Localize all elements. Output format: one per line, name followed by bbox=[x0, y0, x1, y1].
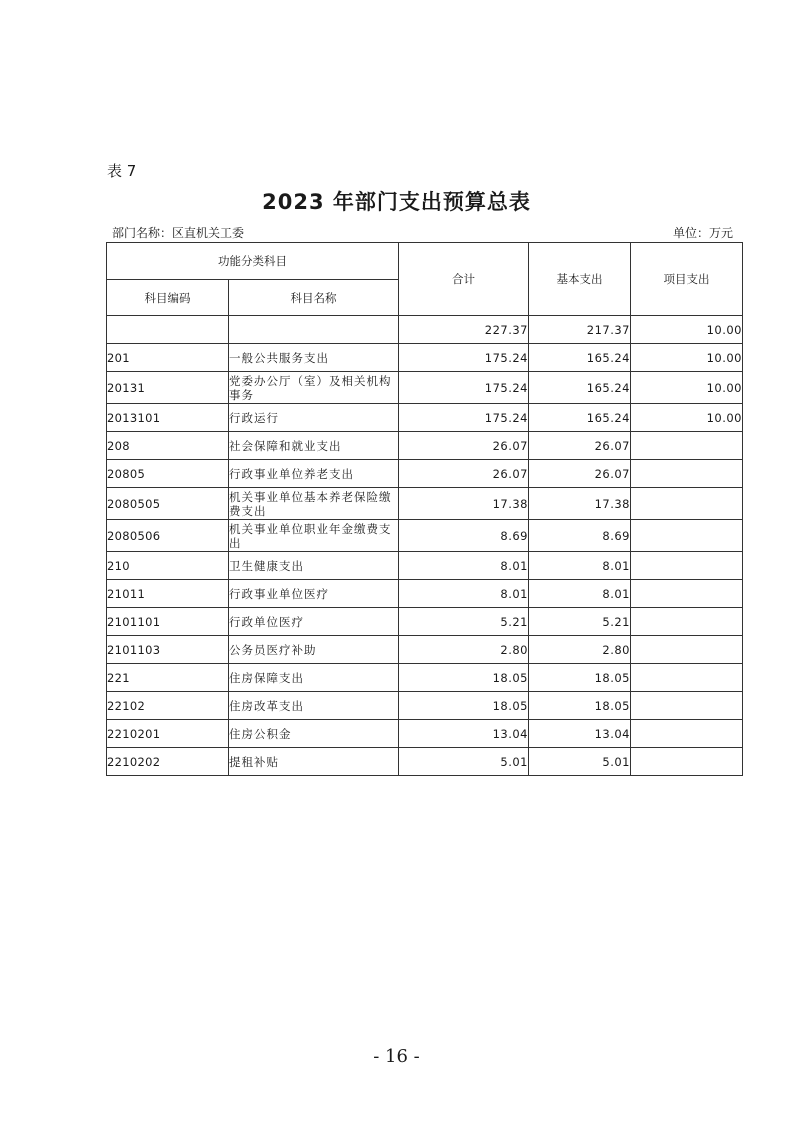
header-function-category: 功能分类科目 bbox=[107, 243, 399, 280]
basic-value: 18.05 bbox=[529, 664, 631, 692]
basic-value: 165.24 bbox=[529, 344, 631, 372]
total-value: 175.24 bbox=[399, 344, 529, 372]
project-value bbox=[631, 720, 743, 748]
subject-code: 201 bbox=[107, 344, 229, 372]
total-value: 175.24 bbox=[399, 404, 529, 432]
subject-name: 行政单位医疗 bbox=[229, 608, 399, 636]
project-value: 10.00 bbox=[631, 404, 743, 432]
table-row bbox=[107, 664, 743, 692]
table-row bbox=[107, 608, 743, 636]
total-value: 5.01 bbox=[399, 748, 529, 776]
subject-code: 20131 bbox=[107, 372, 229, 404]
subject-name: 机关事业单位职业年金缴费支出 bbox=[229, 520, 399, 552]
subject-code: 21011 bbox=[107, 580, 229, 608]
total-value: 26.07 bbox=[399, 460, 529, 488]
total-value: 8.01 bbox=[399, 580, 529, 608]
page-number: - 16 - bbox=[373, 1046, 420, 1067]
subject-name: 住房改革支出 bbox=[229, 692, 399, 720]
project-value bbox=[631, 748, 743, 776]
basic-value: 18.05 bbox=[529, 692, 631, 720]
table-row bbox=[107, 344, 743, 372]
unit-label: 单位：万元 bbox=[672, 226, 733, 240]
subject-name: 机关事业单位基本养老保险缴费支出 bbox=[229, 488, 399, 520]
table-row bbox=[107, 520, 743, 552]
project-value bbox=[631, 580, 743, 608]
total-value: 8.01 bbox=[399, 552, 529, 580]
project-value bbox=[631, 460, 743, 488]
table-row bbox=[107, 580, 743, 608]
total-value: 8.69 bbox=[399, 520, 529, 552]
subject-name: 行政事业单位医疗 bbox=[229, 580, 399, 608]
subject-code: 22102 bbox=[107, 692, 229, 720]
project-value: 10.00 bbox=[631, 344, 743, 372]
table-row bbox=[107, 432, 743, 460]
total-value: 227.37 bbox=[399, 316, 529, 344]
project-value bbox=[631, 664, 743, 692]
total-value: 18.05 bbox=[399, 664, 529, 692]
header-basic-expenditure: 基本支出 bbox=[529, 243, 631, 316]
subject-name: 行政事业单位养老支出 bbox=[229, 460, 399, 488]
basic-value: 26.07 bbox=[529, 432, 631, 460]
subject-code: 20805 bbox=[107, 460, 229, 488]
table-row bbox=[107, 636, 743, 664]
project-value bbox=[631, 692, 743, 720]
basic-value: 217.37 bbox=[529, 316, 631, 344]
table-row bbox=[107, 552, 743, 580]
subject-name: 行政运行 bbox=[229, 404, 399, 432]
basic-value: 17.38 bbox=[529, 488, 631, 520]
table-row bbox=[107, 372, 743, 404]
table-row bbox=[107, 316, 743, 344]
basic-value: 8.69 bbox=[529, 520, 631, 552]
page-title: 2023 年部门支出预算总表 bbox=[262, 190, 531, 214]
basic-value: 5.01 bbox=[529, 748, 631, 776]
header-project-expenditure: 项目支出 bbox=[631, 243, 743, 316]
header-subject-code: 科目编码 bbox=[107, 280, 229, 316]
subject-code: 2013101 bbox=[107, 404, 229, 432]
subject-name: 公务员医疗补助 bbox=[229, 636, 399, 664]
basic-value: 165.24 bbox=[529, 372, 631, 404]
basic-value: 2.80 bbox=[529, 636, 631, 664]
project-value bbox=[631, 552, 743, 580]
table-row bbox=[107, 460, 743, 488]
project-value bbox=[631, 636, 743, 664]
subject-name: 住房保障支出 bbox=[229, 664, 399, 692]
project-value bbox=[631, 520, 743, 552]
project-value bbox=[631, 488, 743, 520]
basic-value: 26.07 bbox=[529, 460, 631, 488]
basic-value: 13.04 bbox=[529, 720, 631, 748]
subject-code: 2101103 bbox=[107, 636, 229, 664]
total-value: 18.05 bbox=[399, 692, 529, 720]
budget-table bbox=[106, 242, 743, 776]
subject-name: 卫生健康支出 bbox=[229, 552, 399, 580]
table-row bbox=[107, 404, 743, 432]
total-value: 2.80 bbox=[399, 636, 529, 664]
total-value: 175.24 bbox=[399, 372, 529, 404]
total-value: 13.04 bbox=[399, 720, 529, 748]
subject-name: 一般公共服务支出 bbox=[229, 344, 399, 372]
total-value: 5.21 bbox=[399, 608, 529, 636]
subject-name: 提租补贴 bbox=[229, 748, 399, 776]
basic-value: 8.01 bbox=[529, 552, 631, 580]
basic-value: 165.24 bbox=[529, 404, 631, 432]
subject-code: 2210201 bbox=[107, 720, 229, 748]
subject-name: 社会保障和就业支出 bbox=[229, 432, 399, 460]
department-name: 部门名称：区直机关工委 bbox=[112, 226, 245, 240]
subject-code: 221 bbox=[107, 664, 229, 692]
project-value bbox=[631, 608, 743, 636]
total-value: 17.38 bbox=[399, 488, 529, 520]
basic-value: 5.21 bbox=[529, 608, 631, 636]
subject-name bbox=[229, 316, 399, 344]
table-label: 表 7 bbox=[107, 162, 137, 180]
subject-code bbox=[107, 316, 229, 344]
project-value: 10.00 bbox=[631, 316, 743, 344]
header-subject-name: 科目名称 bbox=[229, 280, 399, 316]
basic-value: 8.01 bbox=[529, 580, 631, 608]
subject-code: 2101101 bbox=[107, 608, 229, 636]
subject-name: 住房公积金 bbox=[229, 720, 399, 748]
project-value bbox=[631, 432, 743, 460]
table-row bbox=[107, 488, 743, 520]
project-value: 10.00 bbox=[631, 372, 743, 404]
table-row bbox=[107, 692, 743, 720]
header-total: 合计 bbox=[399, 243, 529, 316]
subject-code: 210 bbox=[107, 552, 229, 580]
subject-code: 2210202 bbox=[107, 748, 229, 776]
subject-code: 208 bbox=[107, 432, 229, 460]
table-row bbox=[107, 748, 743, 776]
table-row bbox=[107, 720, 743, 748]
total-value: 26.07 bbox=[399, 432, 529, 460]
subject-code: 2080506 bbox=[107, 520, 229, 552]
subject-code: 2080505 bbox=[107, 488, 229, 520]
subject-name: 党委办公厅（室）及相关机构事务 bbox=[229, 372, 399, 404]
